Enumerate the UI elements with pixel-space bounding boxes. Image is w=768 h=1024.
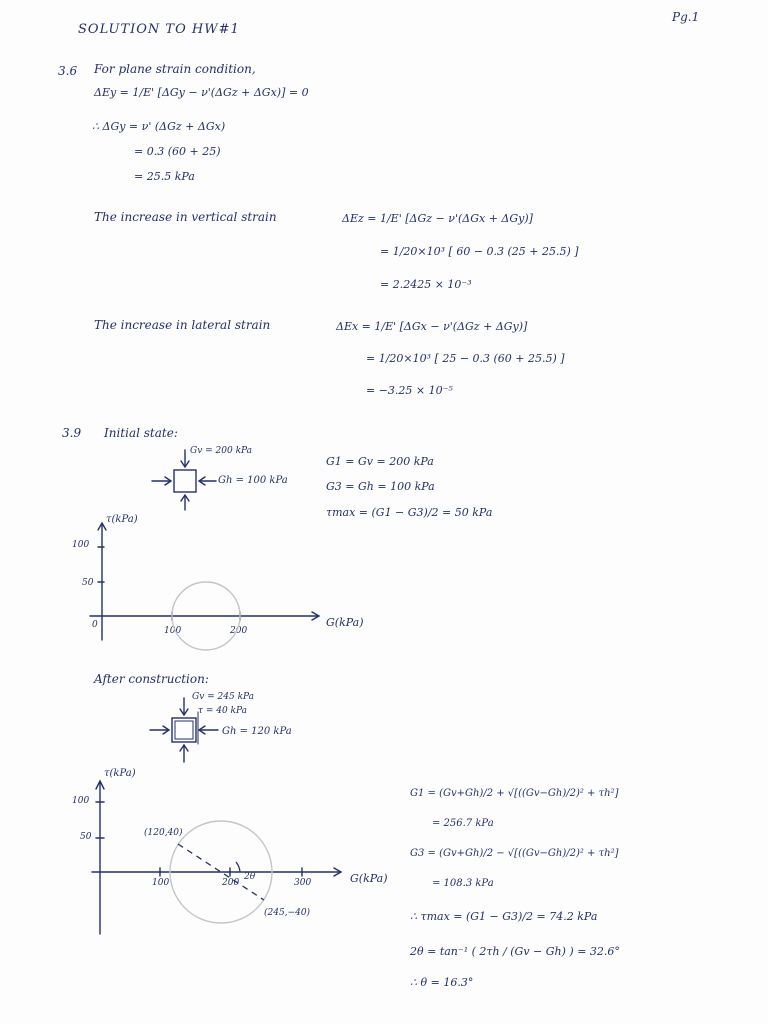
initial-plot-ytick-50: 50: [82, 578, 94, 588]
lateral-strain-equation: ΔEx = 1/E' [ΔGx − ν'(ΔGz + ΔGy)]: [336, 320, 528, 333]
initial-result-sigma1: G1 = Gv = 200 kPa: [326, 455, 434, 468]
after-result-theta: ∴ θ = 16.3°: [410, 976, 474, 989]
initial-plot-ytick-0: 0: [92, 620, 98, 630]
initial-plot-ytick-100: 100: [72, 540, 90, 550]
initial-sigma-h-label: Gh = 100 kPa: [218, 475, 288, 486]
initial-stress-element: [174, 470, 196, 492]
after-plot-xtick-100: 100: [152, 878, 170, 888]
after-result-sigma3-formula: G3 = (Gv+Gh)/2 − √[((Gv−Gh)/2)² + τh²]: [410, 848, 619, 859]
after-plot-xtick-300: 300: [294, 878, 312, 888]
strain-equation: ΔEy = 1/E' [ΔGy − ν'(ΔGz + ΔGx)] = 0: [94, 86, 309, 99]
after-plot-x-label: G(kPa): [350, 872, 388, 885]
vertical-strain-substitution: = 1/20×10³ [ 60 − 0.3 (25 + 25.5) ]: [380, 245, 579, 258]
initial-plot-xtick-200: 200: [230, 626, 248, 636]
after-plot-ytick-100: 100: [72, 796, 90, 806]
after-result-sigma3-value: = 108.3 kPa: [432, 878, 494, 889]
initial-plot-y-label: τ(kPa): [106, 514, 138, 525]
initial-result-sigma3: G3 = Gh = 100 kPa: [326, 480, 435, 493]
page-number: Pg.1: [672, 10, 700, 24]
after-result-taumax: ∴ τmax = (G1 − G3)/2 = 74.2 kPa: [410, 910, 598, 923]
after-plot-y-label: τ(kPa): [104, 768, 136, 779]
after-result-two-theta: 2θ = tan⁻¹ ( 2τh / (Gv − Gh) ) = 32.6°: [410, 945, 620, 958]
lateral-strain-substitution: = 1/20×10³ [ 25 − 0.3 (60 + 25.5) ]: [366, 352, 565, 365]
after-result-sigma1-value: = 256.7 kPa: [432, 818, 494, 829]
after-plot-point-a: (120,40): [144, 828, 183, 838]
problem-number-3-9: 3.9: [62, 426, 82, 440]
after-stress-element: [172, 718, 196, 742]
initial-result-taumax: τmax = (G1 − G3)/2 = 50 kPa: [326, 506, 493, 519]
after-plot-angle-label: 2θ: [244, 872, 256, 882]
stress-y-result: = 25.5 kPa: [134, 170, 195, 183]
initial-plot-x-label: G(kPa): [326, 616, 364, 629]
after-plot-ytick-50: 50: [80, 832, 92, 842]
after-plot-point-b: (245,−40): [264, 908, 311, 918]
after-plot-xtick-200: 200: [222, 878, 240, 888]
initial-plot-xtick-100: 100: [164, 626, 182, 636]
page-title: SOLUTION TO HW#1: [78, 22, 240, 37]
vertical-strain-result: = 2.2425 × 10⁻³: [380, 278, 472, 291]
problem-number-3-6: 3.6: [58, 64, 78, 78]
after-construction-heading: After construction:: [94, 672, 209, 686]
after-sigma-h-label: Gh = 120 kPa: [222, 726, 292, 737]
after-result-sigma1-formula: G1 = (Gv+Gh)/2 + √[((Gv−Gh)/2)² + τh²]: [410, 788, 619, 799]
vertical-strain-equation: ΔEz = 1/E' [ΔGz − ν'(ΔGx + ΔGy)]: [342, 212, 533, 225]
lateral-strain-result: = −3.25 × 10⁻⁵: [366, 384, 453, 397]
after-sigma-v-label: Gv = 245 kPa: [192, 692, 255, 702]
vertical-strain-label: The increase in vertical strain: [94, 210, 277, 224]
plane-strain-heading: For plane strain condition,: [94, 62, 256, 76]
initial-state-heading: Initial state:: [104, 426, 178, 440]
initial-sigma-v-label: Gv = 200 kPa: [190, 446, 253, 456]
after-angle-arc: [236, 862, 240, 872]
lateral-strain-label: The increase in lateral strain: [94, 318, 271, 332]
stress-y-equation: ∴ ΔGy = ν' (ΔGz + ΔGx): [92, 120, 226, 133]
after-tau-label: τ = 40 kPa: [198, 706, 248, 716]
stress-y-substitution: = 0.3 (60 + 25): [134, 145, 221, 158]
